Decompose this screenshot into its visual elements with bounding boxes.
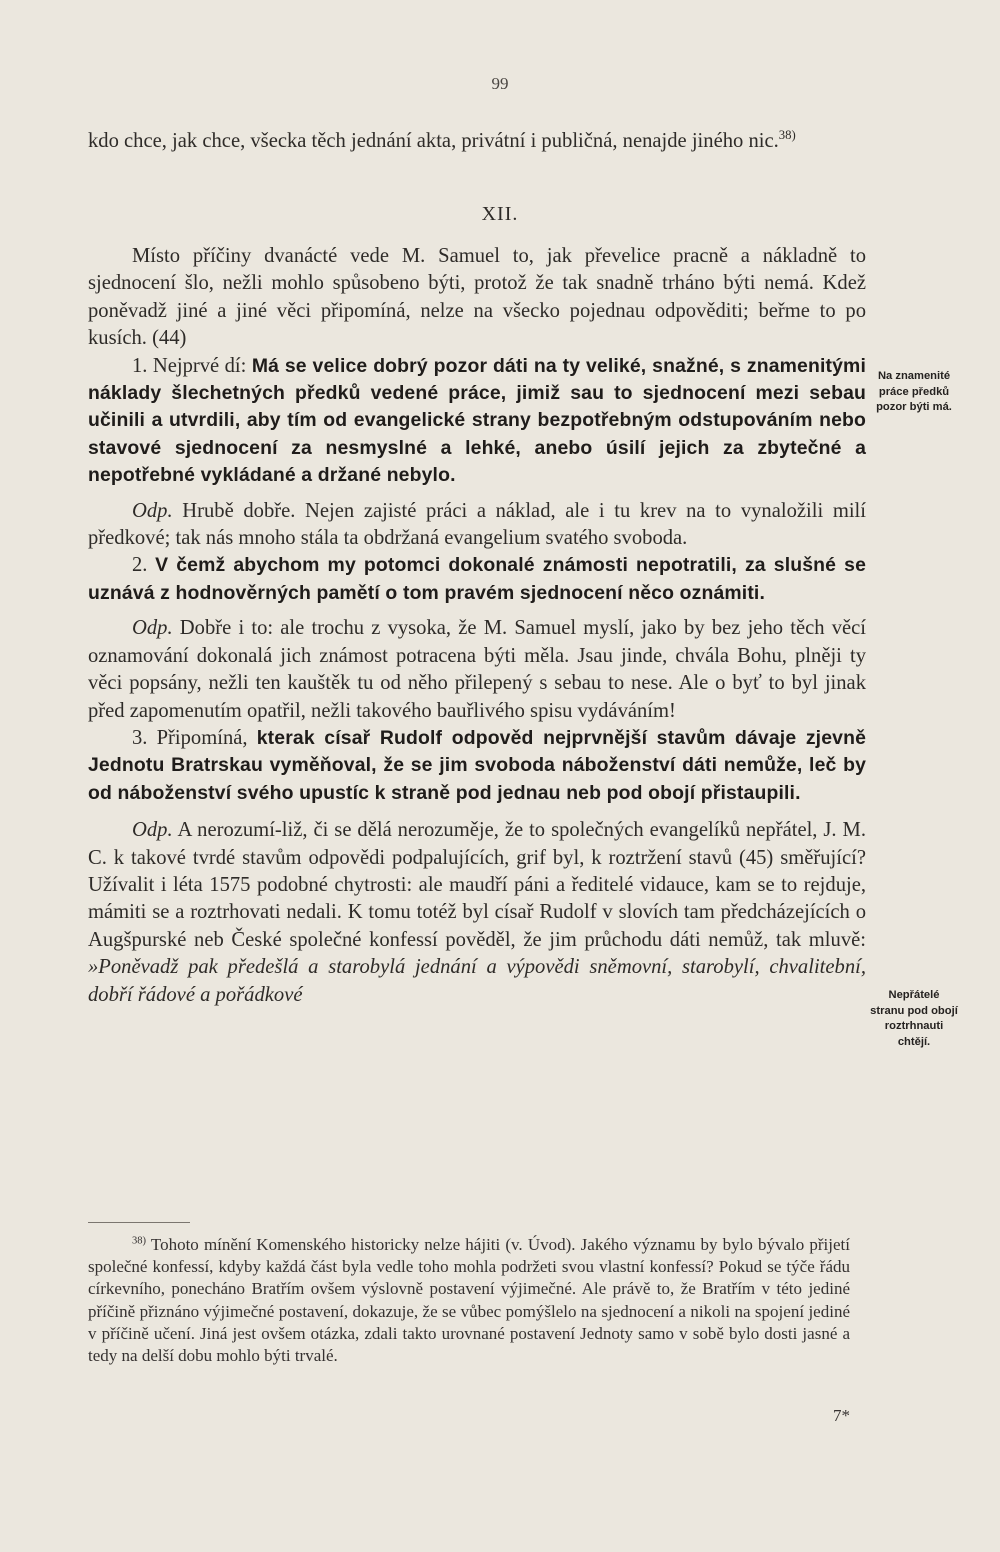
footnote — [88, 1234, 850, 1367]
item-3-quote: kterak císař Rudolf odpověd nejprvnější stavům dávaje zjevně Jednotu Bratrskau vyměňoval, že se jim svoboda náboženství dáti nemůže, leč by od náboženství svého upustíc k straně pod jednau neb pod obojí přistaupili. — [88, 726, 866, 804]
item-2-quote: V čemž abychom my potomci dokonalé známosti nepotratili, za slušné se uznává z hodnověrných pamětí o tom pravém sjednocení něco oznámiti. — [88, 554, 867, 604]
answer-2-label: Odp. — [132, 617, 173, 640]
answer-3-label: Odp. — [132, 819, 173, 842]
item-1-quote: Má se velice dobrý pozor dáti na ty veliké, snažné, s znamenitými náklady šlechetných předků vedené práce, jimiž sau to sjednocení mezi sebau učinili a utvrdili, aby tím od evangelické strany bezpotřebným odstupováním nebo stavové sjednocení za nesmyslné a lehké, anebo úsilí jejich za zbytečné a nepotřebné vykládané a držané nebylo. — [88, 354, 866, 487]
footnote-number: 38) — [132, 1235, 147, 1247]
footnote-text: Tohoto mínění Komenského historicky nelze hájiti (v. Úvod). Jakého významu by bylo bývalo přijetí společné konfessí, kdyby každá část byla vedle toho mohla podržeti svou vlastní konfessí? Pokud se týče řádu církevního, ponecháno Bratřím ovšem výslovně postavení výjimečné. Ale právě to, že Bratřím v této jediné příčině přiznáno výjimečné postavení, dokazuje, že se vůbec pomýšlelo na sjednocení a nikoli na spojení jediné v příčině učení. Jiná jest ovšem otázka, zdali takto urovnané postavení Jednoty samo v sobě bylo dosti jasné a tedy na delší dobu mohlo býti trvalé. — [88, 1235, 850, 1366]
answer-1-text: Hrubě dobře. Nejen zajisté práci a náklad, ale i tu krev na to vynaložili milí předkové; tak nás mnoho stála ta obdržaná evangelium svatého svoboda. — [88, 499, 866, 550]
answer-3-text: A nerozumí-liž, či se dělá nerozuměje, že to společných evangelíků nepřátel, J. M. C. k takové tvrdé stavům odpovědi podpalujících, grif byl, k roztržení stavů (45) směřující? Užívalit i léta 1575 podobné chytrosti: ale maudří páni a ředitelé vidauce, kam se to rejduje, mámiti se a roztrhovati nedali. K tomu totéž byl císař Rudolf v slovích tam předcházejících o Augšpurské neb České společné konfessí pověděl, že jim průchodu dáti nemůž, tak mluvě: — [88, 819, 866, 951]
item-3-lead: 3. Připomíná, — [132, 726, 257, 749]
signature-mark: 7* — [833, 1406, 850, 1425]
margin-note-1: Na znamenité práce předků pozor býti má. — [876, 370, 952, 413]
item-1 — [88, 353, 866, 490]
answer-2 — [88, 615, 866, 725]
section-intro: Místo příčiny dvanácté vede M. Samuel to, jak převelice pracně a nákladně to sjednocení šlo, nežli mohlo spůsobeno býti, protož že tak snadně trháno býti nemá. Kdež poněvadž jiné a jiné věci připomíná, nelze na všecko pojednau odpověditi; beřme to po kusích. (44) — [88, 245, 866, 350]
margin-note-2: Nepřátelé stranu pod obojí roztrhnauti chtějí. — [870, 989, 958, 1048]
footnote-divider — [88, 1222, 190, 1223]
section-heading: XII. — [481, 203, 519, 225]
answer-2-text: Dobře i to: ale trochu z vysoka, že M. Samuel myslí, jako by bez jeho těch věcí oznamování dokonalá jich známost potracena býti měla. Jsau jinde, chvála Bohu, plněji ty věci popsány, nežli ten kauštěk tu od něho přilepený s sebau to nese. Ale o byť to byl jinak před zapomenutím opatřil, nežli takového bauřlivého spisu vydáváním! — [88, 617, 866, 722]
item-2 — [88, 552, 866, 607]
item-2-lead: 2. — [132, 554, 156, 577]
footnote-reference: 38) — [778, 128, 796, 143]
answer-3 — [88, 817, 866, 1009]
intro-text: kdo chce, jak chce, všecka těch jednání akta, privátní i publičná, nenajde jiného nic. — [88, 130, 779, 152]
item-1-lead: 1. Nejprvé dí: — [132, 354, 252, 377]
answer-3-quotation: »Poněvadž pak předešlá a starobylá jednání a výpovědi sněmovní, starobylí, chvalitební, dobří řádové a pořádkové — [88, 956, 866, 1006]
main-text — [88, 243, 866, 1009]
item-3 — [88, 725, 866, 807]
page-number: 99 — [491, 74, 509, 93]
answer-1 — [88, 498, 866, 553]
intro-paragraph — [88, 128, 866, 155]
answer-1-label: Odp. — [132, 499, 173, 522]
